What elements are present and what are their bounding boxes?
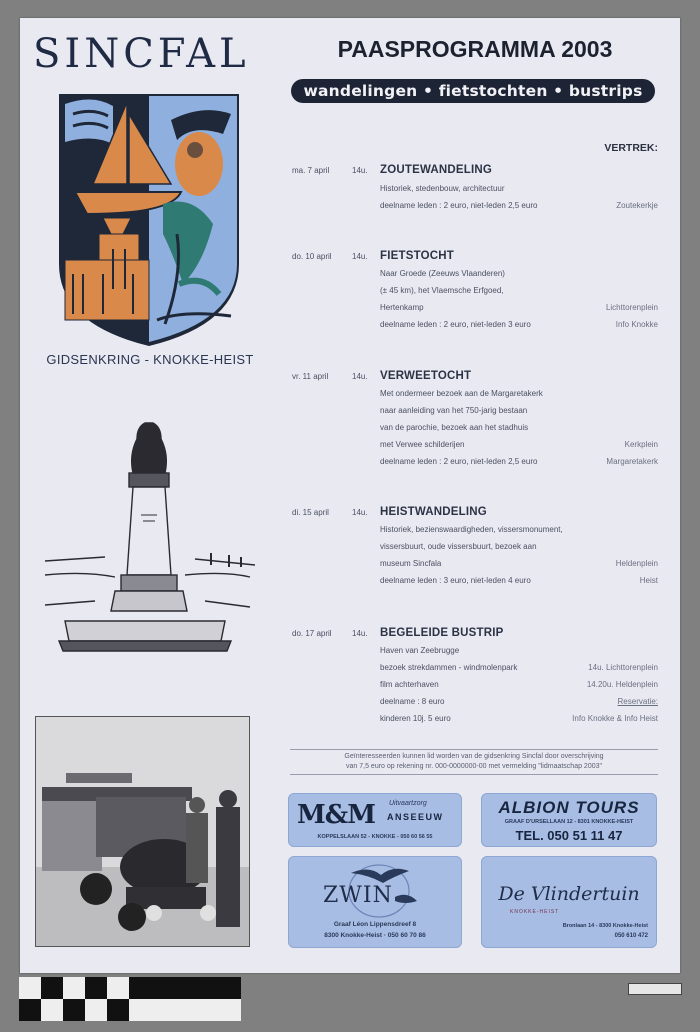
event-price: deelname leden : 2 euro, niet-leden 2,5 euro bbox=[380, 201, 538, 210]
vlindertuin-address: Bronlaan 14 - 8300 Knokke-Heist bbox=[562, 923, 648, 929]
event-departure: Kerkplein bbox=[624, 440, 658, 449]
event-date: vr. 11 april bbox=[292, 372, 329, 381]
membership-note bbox=[290, 749, 658, 775]
monument-drawing-icon bbox=[45, 415, 255, 670]
event-departure: Info Knokke bbox=[615, 320, 658, 329]
event-detail: Haven van Zeebrugge bbox=[380, 646, 460, 655]
event-detail: film achterhaven bbox=[380, 680, 439, 689]
event-reservation-info: Info Knokke & Info Heist bbox=[572, 714, 658, 723]
event-detail: (± 45 km), het Vlaemsche Erfgoed, bbox=[380, 286, 504, 295]
departure-header: VERTREK: bbox=[604, 142, 658, 154]
zwin-logo: ZWIN bbox=[323, 883, 393, 908]
color-calibration-strip bbox=[19, 977, 241, 1023]
vlindertuin-phone: 050 610 472 bbox=[614, 933, 648, 939]
vlindertuin-sub: KNOKKE-HEIST bbox=[510, 909, 560, 915]
zwin-address: Graaf Léon Lippensdreef 8 bbox=[333, 921, 417, 928]
ad-albion-tours bbox=[481, 793, 657, 847]
event-name: FIETSTOCHT bbox=[380, 250, 454, 262]
event-detail: met Verwee schilderijen bbox=[380, 440, 465, 449]
ad-mm-anseeuw bbox=[288, 793, 462, 847]
event-detail: Historiek, stedenbouw, architectuur bbox=[380, 184, 505, 193]
brand-title: SINCFAL bbox=[33, 31, 250, 77]
event-time: 14u. bbox=[352, 252, 368, 261]
event-heistwandeling bbox=[290, 506, 660, 591]
event-time: 14u. bbox=[352, 166, 368, 175]
event-detail: van de parochie, bezoek aan het stadhuis bbox=[380, 423, 529, 432]
event-bustrip bbox=[290, 627, 660, 727]
event-time: 14u. bbox=[352, 629, 368, 638]
event-departure: 14u. Lichttorenplein bbox=[588, 663, 658, 672]
zwin-contact: 8300 Knokke-Heist · 050 60 70 86 bbox=[324, 932, 426, 939]
event-departure: Heldenplein bbox=[615, 559, 658, 568]
event-reservation-label: Reservatie: bbox=[617, 697, 658, 706]
mm-script: Uitvaartzorg bbox=[389, 800, 427, 807]
event-name: VERWEETOCHT bbox=[380, 370, 472, 382]
mm-suffix: ANSEEUW bbox=[387, 812, 444, 822]
event-departure: 14.20u. Heldenplein bbox=[586, 680, 658, 689]
event-name: ZOUTEWANDELING bbox=[380, 164, 493, 176]
mm-logo: M&M bbox=[297, 800, 376, 830]
event-price: deelname leden : 3 euro, niet-leden 4 euro bbox=[380, 576, 531, 585]
event-detail: vissersbuurt, oude vissersbuurt, bezoek aan bbox=[380, 542, 537, 551]
event-detail: Hertenkamp bbox=[380, 303, 424, 312]
event-name: HEISTWANDELING bbox=[380, 506, 487, 518]
club-subtitle: GIDSENKRING - KNOKKE-HEIST bbox=[46, 352, 254, 367]
event-date: do. 17 april bbox=[292, 629, 332, 638]
ad-zwin bbox=[288, 856, 462, 948]
activity-tagline: wandelingen • fietstochten • bustrips bbox=[291, 79, 655, 103]
vintage-car-photo bbox=[35, 716, 250, 947]
event-date: do. 10 april bbox=[292, 252, 332, 261]
event-detail: Met ondermeer bezoek aan de Margaretakerk bbox=[380, 389, 543, 398]
event-price: deelname leden : 2 euro, niet-leden 2,5 euro bbox=[380, 457, 538, 466]
program-title: PAASPROGRAMMA 2003 bbox=[337, 36, 613, 62]
event-price: deelname : 8 euro bbox=[380, 697, 445, 706]
event-departure: Margaretakerk bbox=[606, 457, 658, 466]
albion-address: GRAAF D'URSELLAAN 12 - 8301 KNOKKE-HEIST bbox=[504, 819, 634, 825]
albion-phone: TEL. 050 51 11 47 bbox=[515, 828, 623, 843]
event-time: 14u. bbox=[352, 508, 368, 517]
event-name: BEGELEIDE BUSTRIP bbox=[380, 627, 504, 639]
event-price-children: kinderen 10j. 5 euro bbox=[380, 714, 451, 723]
event-date: di. 15 april bbox=[292, 508, 329, 517]
event-detail: Historiek, bezienswaardigheden, vissersmonument, bbox=[380, 525, 563, 534]
event-zoutewandeling bbox=[290, 164, 660, 214]
event-date: ma. 7 april bbox=[292, 166, 330, 175]
event-fietstocht bbox=[290, 250, 660, 335]
membership-note-line2: van 7,5 euro op rekening nr. 000-0000000-00 met vermelding "lidmaatschap 2003" bbox=[346, 763, 602, 770]
event-time: 14u. bbox=[352, 372, 368, 381]
coat-of-arms-icon bbox=[53, 84, 245, 348]
archive-tag bbox=[628, 983, 682, 995]
event-departure: Zoutekerkje bbox=[616, 201, 658, 210]
event-detail: bezoek strekdammen - windmolenpark bbox=[380, 663, 518, 672]
ad-vlindertuin bbox=[481, 856, 657, 948]
membership-note-line1: Geïnteresseerden kunnen lid worden van de gidsenkring Sincfal door overschrijving bbox=[344, 753, 604, 760]
event-departure: Heist bbox=[639, 576, 658, 585]
event-detail: Naar Groede (Zeeuws Vlaanderen) bbox=[380, 269, 505, 278]
event-detail: naar aanleiding van het 750-jarig bestaan bbox=[380, 406, 528, 415]
event-detail: museum Sincfala bbox=[380, 559, 442, 568]
vlindertuin-logo: De Vlindertuin bbox=[498, 883, 640, 905]
event-price: deelname leden : 2 euro, niet-leden 3 euro bbox=[380, 320, 531, 329]
albion-logo: ALBION TOURS bbox=[498, 798, 640, 817]
mm-address: KOPPELSLAAN 52 - KNOKKE - 050 60 56 55 bbox=[317, 834, 433, 840]
event-departure: Lichttorenplein bbox=[605, 303, 658, 312]
event-verweetocht bbox=[290, 370, 660, 470]
